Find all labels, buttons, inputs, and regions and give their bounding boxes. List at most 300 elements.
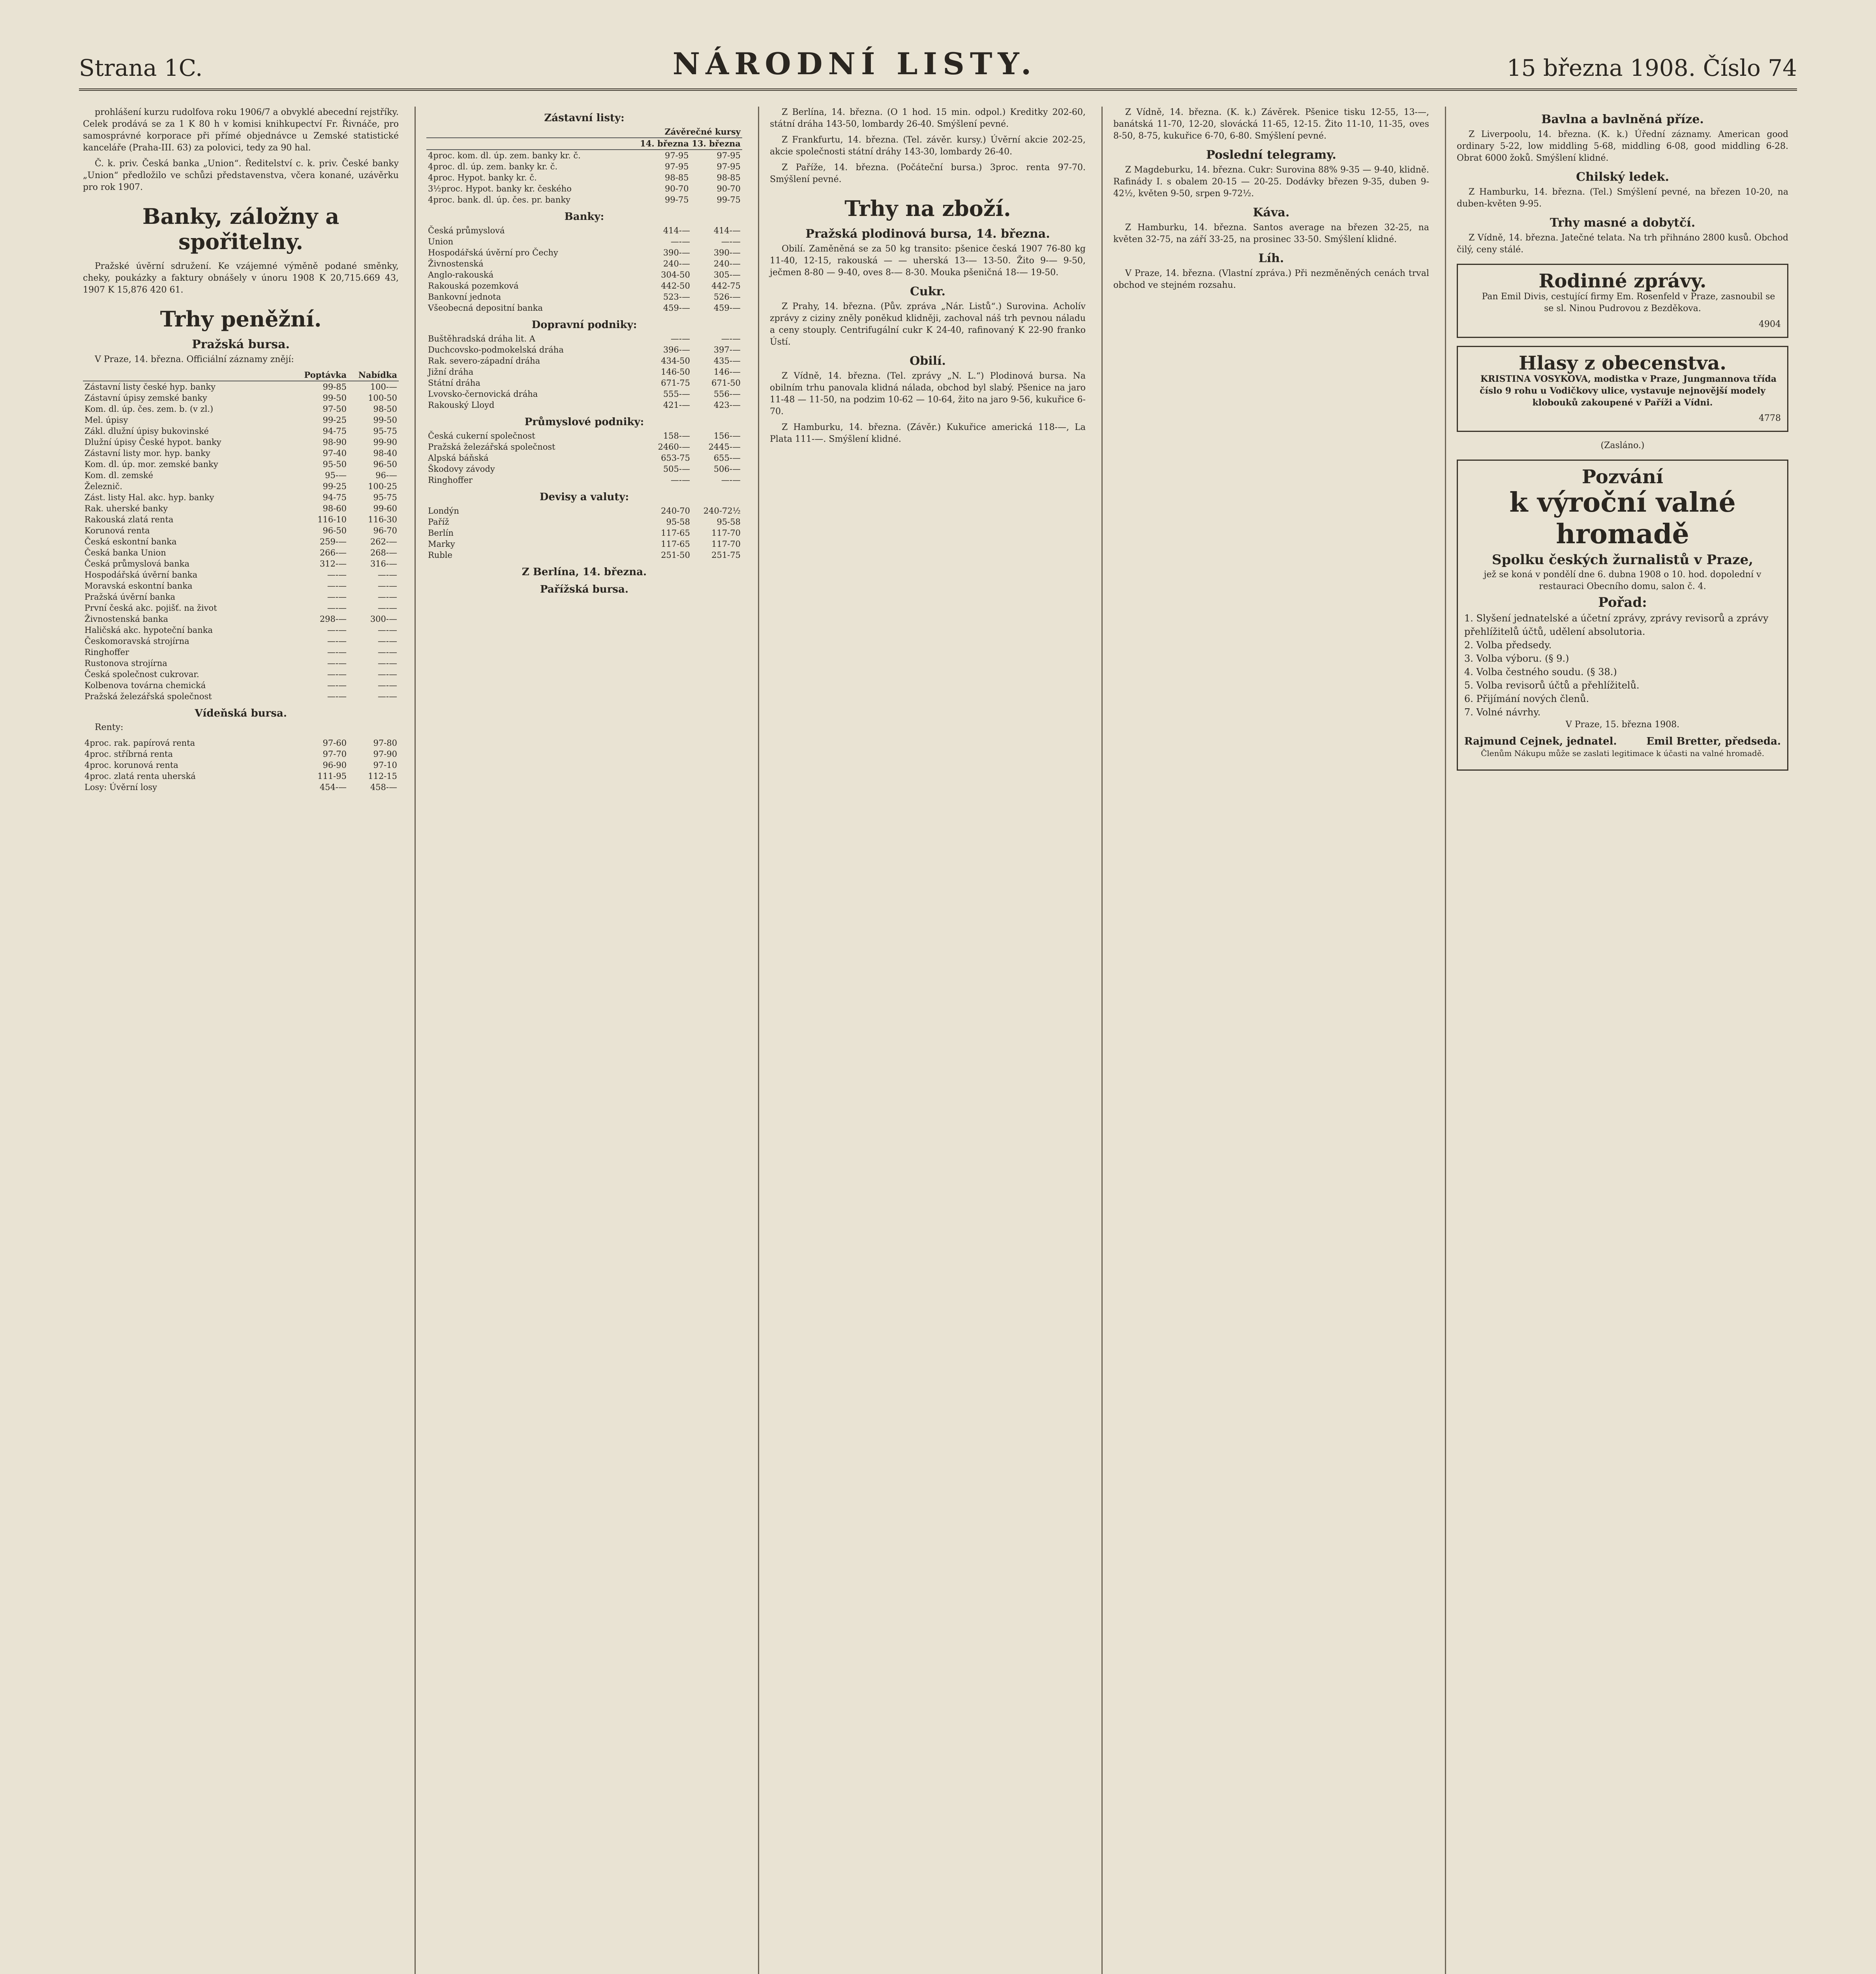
grain-heading: Obilí. <box>910 354 946 368</box>
table-row <box>426 183 742 194</box>
row-value: 251-75 <box>711 550 741 560</box>
table-row <box>83 691 399 702</box>
credit-union-paragraph: Pražské úvěrní sdružení. Ke vzájemné výměně podané směnky, cheky, poukázky a faktury obnášely v únoru 1908 K 20,715.669 43, 1907 K 15,876 420 61. <box>83 261 399 295</box>
table-row <box>426 333 742 344</box>
table-row <box>83 481 399 492</box>
transport-table <box>426 333 742 411</box>
row-value: 95-75 <box>373 493 397 502</box>
table-row <box>83 503 399 514</box>
row-label: Buštěhradská dráha lit. A <box>428 334 535 343</box>
union-bank-paragraph: Č. k. priv. Česká banka „Union“. Ředitelství c. k. priv. České banky „Union“ předložilo ve schůzi představenstva, včera konané, uzávěrku pro rok 1907. <box>83 159 399 192</box>
row-label: Česká průmyslová <box>428 226 505 235</box>
assembly-when: jež se koná v pondělí dne 6. dubna 1908 o 10. hod. dopolední v restauraci Obecního domu, salon č. 4. <box>1484 570 1762 591</box>
assembly-note: Členům Nákupu může se zaslati legitimace k účasti na valné hromadě. <box>1481 749 1764 758</box>
row-label: 3½proc. Hypot. banky kr. českého <box>428 184 572 193</box>
row-label: Škodovy závody <box>428 464 495 474</box>
row-label: Živnostenská <box>428 259 484 268</box>
agenda-item: 4. Volba čestného soudu. (§ 38.) <box>1464 666 1617 677</box>
row-value: —-— <box>327 603 347 613</box>
row-value: —-— <box>377 692 397 701</box>
row-label: 4proc. korunová renta <box>84 760 178 770</box>
row-value: —-— <box>670 475 690 485</box>
row-label: Rakouská pozemková <box>428 281 519 291</box>
table-row <box>83 525 399 536</box>
row-label: Anglo-rakouská <box>428 270 494 280</box>
row-value: 112-15 <box>368 771 397 781</box>
table-row <box>426 452 742 463</box>
row-value: 555-— <box>663 389 690 399</box>
row-label: 4proc. rak. papírová renta <box>84 738 195 748</box>
row-value: 442-75 <box>711 281 741 291</box>
row-value: 97-10 <box>373 760 397 770</box>
row-value: 146-50 <box>661 367 690 377</box>
row-value: —-— <box>670 237 690 246</box>
row-value: 95-— <box>325 471 347 480</box>
table-row <box>83 403 399 415</box>
table-row <box>83 558 399 569</box>
table-row <box>83 381 399 392</box>
row-value: —-— <box>327 625 347 635</box>
row-value: 506-— <box>713 464 741 474</box>
agenda-list <box>1464 612 1781 719</box>
agenda-item: 6. Přijímání nových členů. <box>1464 693 1589 704</box>
row-value: 99-25 <box>323 415 347 425</box>
row-value: —-— <box>721 334 741 343</box>
telegrams-heading: Poslední telegramy. <box>1206 148 1336 162</box>
row-value: —-— <box>377 625 397 635</box>
row-value: —-— <box>377 647 397 657</box>
row-value: —-— <box>377 659 397 668</box>
paid-notice: (Zasláno.) <box>1600 441 1645 450</box>
family-news-heading: Rodinné zprávy. <box>1538 270 1707 292</box>
row-value: 454-— <box>319 782 347 792</box>
row-label: Pražská železářská společnost <box>428 442 555 452</box>
table-row <box>83 569 399 580</box>
family-news-text: Pan Emil Divis, cestující firmy Em. Rosenfeld v Praze, zasnoubil se se sl. Ninou Pudrovou z Bezděkova. <box>1482 292 1775 313</box>
row-value: 117-65 <box>661 539 690 549</box>
row-value: 95-58 <box>666 517 690 527</box>
cotton-heading: Bavlna a bavlněná příze. <box>1541 113 1704 126</box>
row-label: Všeobecná depositní banka <box>428 303 543 313</box>
column-4 <box>1105 107 1437 1974</box>
row-value: 95-58 <box>717 517 741 527</box>
cotton-paragraph: Z Liverpoolu, 14. března. (K. k.) Úřední záznamy. American good ordinary 5-22, low middling 5-68, middling 6-08, good middling 6-28. Obrat 6000 žoků. Smýšlení klidné. <box>1457 129 1788 163</box>
row-value: 435-— <box>713 356 741 366</box>
table-row <box>426 441 742 452</box>
table-row <box>83 749 399 760</box>
row-value: 390-— <box>713 248 741 257</box>
row-value: 94-75 <box>323 426 347 436</box>
row-value: 146-— <box>713 367 741 377</box>
row-label: Haličská akc. hypoteční banka <box>84 625 213 635</box>
row-label: Lvovsko-černovická dráha <box>428 389 538 399</box>
table-row <box>426 269 742 280</box>
row-value: —-— <box>327 592 347 602</box>
row-label: Berlín <box>428 528 454 538</box>
row-value: 300-— <box>370 614 397 624</box>
agenda-heading: Pořad: <box>1598 595 1647 610</box>
agenda-item: 5. Volba revisorů účtů a přehlížitelů. <box>1464 680 1640 691</box>
table-row <box>83 459 399 470</box>
row-label: Česká eskontní banka <box>84 537 177 546</box>
row-value: 671-50 <box>711 378 741 388</box>
row-value: 96-90 <box>323 760 347 770</box>
row-label: Česká cukerní společnost <box>428 431 535 441</box>
table-row <box>426 539 742 550</box>
row-label: Česká banka Union <box>84 548 166 557</box>
row-label: Česká společnost cukrovar. <box>84 670 199 679</box>
section-banks-heading: Banky, záložny a spořitelny. <box>142 204 340 254</box>
vienna-grain-paragraph: Z Vídně, 14. března. (Tel. zprávy „N. L.“) Plodinová bursa. Na obilním trhu panovala klidná nálada, obchod byl slabý. Pšenice na jaro 11-48 — 11-50, na podzim 10-62 — 10-64, žito na jaro 9-56, kukuřice 6-70. <box>770 371 1086 417</box>
table-row <box>426 527 742 539</box>
table-row <box>426 194 742 205</box>
row-value: 298-— <box>319 614 347 624</box>
row-value: 2460-— <box>658 442 690 452</box>
row-value: 505-— <box>663 464 690 474</box>
row-value: 116-10 <box>317 515 347 524</box>
banks-heading: Banky: <box>564 211 604 223</box>
row-label: Hospodářská úvěrní banka <box>84 570 198 580</box>
page-label: Strana 1C. <box>79 54 203 81</box>
row-label: 4proc. kom. dl. úp. zem. banky kr. č. <box>428 151 581 160</box>
table-row <box>83 448 399 459</box>
row-value: —-— <box>721 475 741 485</box>
meat-market-heading: Trhy masné a dobytčí. <box>1550 216 1696 230</box>
row-value: 100-50 <box>368 393 397 403</box>
row-value: 423-— <box>713 400 741 410</box>
column-5 <box>1449 107 1796 1974</box>
row-value: —-— <box>377 570 397 580</box>
row-value: —-— <box>327 570 347 580</box>
row-label: Duchcovsko-podmokelská dráha <box>428 345 564 355</box>
row-value: 97-60 <box>323 738 347 748</box>
table-row <box>426 161 742 172</box>
row-value: 268-— <box>370 548 397 557</box>
paris-paragraph: Z Paříže, 14. března. (Počáteční bursa.) 3proc. renta 97-70. Smýšlení pevné. <box>770 163 1086 184</box>
row-value: 97-95 <box>665 162 689 171</box>
table-row <box>426 475 742 486</box>
masthead <box>79 32 1797 91</box>
row-value: 414-— <box>663 226 690 235</box>
row-value: 655-— <box>713 453 741 463</box>
row-value: 95-50 <box>323 460 347 469</box>
row-value: —-— <box>377 581 397 591</box>
row-value: 95-75 <box>373 426 397 436</box>
row-value: 97-95 <box>717 162 741 171</box>
public-voices-text: KRISTINA VOSYKOVA, modistka v Praze, Jungmannova třída číslo 9 rohu u Vodičkovy ulice, vystavuje nejnovější modely klobouků zakoupené v Paříži a Vídni. <box>1480 374 1777 408</box>
row-value: 97-50 <box>323 404 347 414</box>
telegrams-paragraph: Z Magdeburku, 14. března. Cukr: Surovina 88% 9-35 — 9-40, klidně. Rafinády I. s obalem 20-15 — 20-25. Dodávky březen 9-35, duben 9-42½, květen 9-50, srpen 9-72½. <box>1113 165 1429 199</box>
row-value: 653-75 <box>661 453 690 463</box>
public-voices-heading: Hlasy z obecenstva. <box>1519 352 1726 374</box>
row-label: Železnič. <box>84 482 122 491</box>
public-voices-number: 4778 <box>1759 413 1781 423</box>
row-value: —-— <box>670 334 690 343</box>
row-value: —-— <box>327 636 347 646</box>
table-row <box>426 366 742 377</box>
row-value: 99-25 <box>323 482 347 491</box>
row-value: 459-— <box>713 303 741 313</box>
paris-heading: Pařížská bursa. <box>540 584 628 595</box>
row-value: —-— <box>377 636 397 646</box>
vienna-rates-table <box>83 737 399 793</box>
row-label: Živnostenská banka <box>84 614 168 624</box>
row-value: 414-— <box>713 226 741 235</box>
column-divider <box>1101 107 1103 1974</box>
table-row <box>426 344 742 355</box>
closing-header: Závěrečné kursy <box>638 126 742 138</box>
family-news-box <box>1457 264 1788 338</box>
row-value: 99-60 <box>373 504 397 513</box>
row-label: 4proc. stříbrná renta <box>84 749 173 759</box>
renty-label: Renty: <box>95 722 124 732</box>
table-row <box>426 236 742 247</box>
row-value: 97-70 <box>323 749 347 759</box>
table-row <box>426 172 742 183</box>
row-label: Londýn <box>428 506 459 516</box>
row-value: 97-95 <box>665 151 689 160</box>
row-value: 96-— <box>375 471 397 480</box>
row-value: 96-70 <box>373 526 397 535</box>
row-value: 100-— <box>370 382 397 392</box>
row-value: —-— <box>377 592 397 602</box>
row-label: Hospodářská úvěrní pro Čechy <box>428 248 558 257</box>
row-value: 240-72½ <box>703 506 741 516</box>
row-value: 96-50 <box>373 460 397 469</box>
nitrate-paragraph: Z Hamburku, 14. března. (Tel.) Smýšlení pevné, na březen 10-20, na duben-květen 9-95. <box>1457 187 1788 209</box>
produce-bourse-heading: Pražská plodinová bursa, 14. března. <box>805 227 1050 241</box>
row-value: 96-50 <box>323 526 347 535</box>
row-value: 99-75 <box>717 195 741 205</box>
row-label: Moravská eskontní banka <box>84 581 193 591</box>
table-row <box>426 505 742 516</box>
table-row <box>83 614 399 625</box>
table-row <box>83 737 399 749</box>
row-value: 434-50 <box>661 356 690 366</box>
row-label: Alpská báňská <box>428 453 489 463</box>
row-value: 459-— <box>663 303 690 313</box>
table-row <box>426 247 742 258</box>
row-label: Jižní dráha <box>428 367 474 377</box>
agenda-item: 7. Volné návrhy. <box>1464 707 1541 718</box>
signatures <box>1464 736 1781 747</box>
row-label: Státní dráha <box>428 378 480 388</box>
table-row <box>83 771 399 782</box>
row-value: —-— <box>327 670 347 679</box>
row-value: 259-— <box>319 537 347 546</box>
row-value: 98-85 <box>665 173 689 182</box>
row-label: Union <box>428 237 454 246</box>
row-value: 251-50 <box>661 550 690 560</box>
table-row <box>83 392 399 403</box>
row-value: 421-— <box>663 400 690 410</box>
table-row <box>83 536 399 547</box>
row-value: 458-— <box>370 782 397 792</box>
signature-chairman: Emil Bretter, předseda. <box>1646 736 1781 747</box>
currency-heading: Devisy a valuty: <box>539 491 629 503</box>
row-label: 4proc. Hypot. banky kr. č. <box>428 173 537 182</box>
row-label: Pražská úvěrní banka <box>84 592 175 602</box>
row-label: Kom. dl. úp. mor. zemské banky <box>84 460 218 469</box>
row-label: Ruble <box>428 550 452 560</box>
row-value: 99-50 <box>323 393 347 403</box>
row-label: 4proc. dl. úp. zem. banky kr. č. <box>428 162 558 171</box>
table-row <box>83 470 399 481</box>
newspaper-title: NÁRODNÍ LISTY. <box>672 46 1037 81</box>
coffee-heading: Káva. <box>1253 206 1290 220</box>
mortgage-heading: Zástavní listy: <box>544 112 625 124</box>
row-value: —-— <box>721 237 741 246</box>
row-value: —-— <box>377 670 397 679</box>
column-divider <box>415 107 416 1974</box>
row-value: 97-80 <box>373 738 397 748</box>
row-value: 304-50 <box>661 270 690 280</box>
prague-bourse-note: V Praze, 14. března. Officiální záznamy znějí: <box>95 355 294 364</box>
table-row <box>426 400 742 411</box>
row-label: Rak. uherské banky <box>84 504 168 513</box>
dates-header: 14. března 13. března <box>638 138 742 150</box>
row-value: 396-— <box>663 345 690 355</box>
spirits-paragraph: V Praze, 14. března. (Vlastní zpráva.) Při nezměněných cenách trval obchod ve stejném rozsahu. <box>1113 268 1429 290</box>
row-label: Kom. dl. úp. čes. zem. b. (v zl.) <box>84 404 214 414</box>
row-value: 305-— <box>713 270 741 280</box>
row-value: 240-— <box>713 259 741 268</box>
rates-body <box>83 381 399 702</box>
association-name: Spolku českých žurnalistů v Praze, <box>1492 552 1753 568</box>
hamburg-paragraph: Z Hamburku, 14. března. (Závěr.) Kukuřice americká 118-—, La Plata 111-—. Smýšlení klidné. <box>770 422 1086 444</box>
row-value: 97-95 <box>717 151 741 160</box>
table-row <box>83 669 399 680</box>
row-label: Bankovní jednota <box>428 292 501 302</box>
table-row <box>426 302 742 313</box>
table-row <box>83 415 399 426</box>
row-value: 98-40 <box>373 448 397 458</box>
column-divider <box>1445 107 1446 1974</box>
sugar-paragraph: Z Prahy, 14. března. (Pův. zpráva „Nár. Listů“.) Surovina. Acholív zprávy z ciziny zněly poněkud klidněji, zachoval náš trh pevnou náladu a ceny stouply. Centrifugální cukr K 24-40, rafinovaný K 22-90 franko Ústí. <box>770 302 1086 347</box>
table-row <box>83 760 399 771</box>
row-value: 98-50 <box>373 404 397 414</box>
family-news-number: 4904 <box>1759 319 1781 329</box>
row-label: Losy: Úvěrní losy <box>84 782 157 792</box>
row-value: 98-90 <box>323 437 347 447</box>
assembly-title: k výroční valné hromadě <box>1509 487 1736 550</box>
row-value: 99-85 <box>323 382 347 392</box>
table-row <box>426 291 742 302</box>
signature-secretary: Rajmund Cejnek, jednatel. <box>1464 736 1617 747</box>
row-value: 117-65 <box>661 528 690 538</box>
row-label: První česká akc. pojišť. na život <box>84 603 217 613</box>
table-row <box>83 658 399 669</box>
row-value: 99-75 <box>665 195 689 205</box>
agenda-item: 3. Volba výboru. (§ 9.) <box>1464 653 1569 664</box>
row-value: —-— <box>377 603 397 613</box>
header-offer: Nabídka <box>348 370 399 381</box>
row-value: 671-75 <box>661 378 690 388</box>
row-label: 4proc. bank. dl. úp. čes. pr. banky <box>428 195 570 205</box>
row-value: 156-— <box>713 431 741 441</box>
row-value: 266-— <box>319 548 347 557</box>
transport-heading: Dopravní podniky: <box>531 319 637 331</box>
berlin-paragraph: Z Berlína, 14. března. (O 1 hod. 15 min. odpol.) Kreditky 202-60, státní dráha 143-50, lombardy 26-40. Smýšlení pevné. <box>770 107 1086 129</box>
table-row <box>83 547 399 558</box>
row-value: 117-70 <box>711 528 741 538</box>
banks-table <box>426 225 742 313</box>
row-value: 99-90 <box>373 437 397 447</box>
table-row <box>426 550 742 561</box>
issue-date: 15 března 1908. Číslo 74 <box>1506 54 1797 81</box>
meat-market-paragraph: Z Vídně, 14. března. Jatečné telata. Na trh přihnáno 2800 kusů. Obchod čilý, ceny stálé. <box>1457 233 1788 255</box>
row-value: 526-— <box>713 292 741 302</box>
row-label: Česká průmyslová banka <box>84 559 189 569</box>
assembly-invitation-ad <box>1457 460 1788 771</box>
row-value: 240-— <box>663 259 690 268</box>
vienna-closing-paragraph: Z Vídně, 14. března. (K. k.) Závěrek. Pšenice tisku 12-55, 13-—, banátská 11-70, 12-20, slovácká 11-65, 12-15. Žito 11-10, 11-35, oves 8-50, 8-75, kukuřice 6-70, 6-80. Smýšlení pevné. <box>1113 107 1429 141</box>
row-label: Kolbenova továrna chemická <box>84 681 206 690</box>
prague-rates-table <box>83 370 399 702</box>
industry-heading: Průmyslové podniky: <box>524 416 644 428</box>
table-row <box>83 680 399 691</box>
header-demand: Poptávka <box>298 370 348 381</box>
row-label: Zástavní listy české hyp. banky <box>84 382 216 392</box>
section-money-market-heading: Trhy peněžní. <box>160 306 322 332</box>
column-3 <box>762 107 1094 1974</box>
table-row <box>83 782 399 793</box>
row-value: 397-— <box>713 345 741 355</box>
row-label: Marky <box>428 539 455 549</box>
agenda-item: 2. Volba předsedy. <box>1464 640 1552 651</box>
row-label: Zástavní úpisy zemské banky <box>84 393 207 403</box>
frankfurt-paragraph: Z Frankfurtu, 14. března. (Tel. závěr. kursy.) Úvěrní akcie 202-25, akcie společnosti státní dráhy 143-30, lombardy 26-40. <box>770 135 1086 157</box>
table-row <box>83 580 399 591</box>
row-value: 316-— <box>370 559 397 569</box>
table-row <box>83 514 399 525</box>
prague-bourse-heading: Pražská bursa. <box>192 338 290 351</box>
table-row <box>426 225 742 236</box>
public-voices-box <box>1457 346 1788 432</box>
rates-header-row <box>83 370 399 381</box>
column-2 <box>418 107 750 1974</box>
row-value: 100-25 <box>368 482 397 491</box>
row-label: Rakouská zlatá renta <box>84 515 174 524</box>
row-value: —-— <box>327 659 347 668</box>
invitation-heading: Pozvání <box>1581 466 1664 488</box>
table-row <box>426 355 742 366</box>
row-value: 99-50 <box>373 415 397 425</box>
table-row <box>426 516 742 527</box>
row-label: Ringhoffer <box>84 647 129 657</box>
section-commodities-heading: Trhy na zboží. <box>844 196 1011 221</box>
row-value: 98-85 <box>717 173 741 182</box>
row-label: Českomoravská strojírna <box>84 636 189 646</box>
table-row <box>426 377 742 388</box>
table-row <box>83 647 399 658</box>
row-value: 556-— <box>713 389 741 399</box>
row-label: Paříž <box>428 517 449 527</box>
table-row <box>83 437 399 448</box>
agenda-item: 1. Slyšení jednatelské a účetní zprávy, zprávy revisorů a zprávy přehlížitelů účtů, udělení absolutoria. <box>1464 613 1769 637</box>
table-row <box>83 625 399 636</box>
row-value: 94-75 <box>323 493 347 502</box>
row-value: 240-70 <box>661 506 690 516</box>
row-label: Pražská železářská společnost <box>84 692 212 701</box>
row-value: 111-95 <box>317 771 347 781</box>
row-value: —-— <box>377 681 397 690</box>
row-label: 4proc. zlatá renta uherská <box>84 771 196 781</box>
table-row <box>426 463 742 475</box>
row-value: 158-— <box>663 431 690 441</box>
table-row <box>426 258 742 269</box>
coffee-paragraph: Z Hamburku, 14. března. Santos average na březen 32-25, na květen 32-75, na září 33-25, na prosinec 33-50. Smýšlení klidné. <box>1113 223 1429 244</box>
